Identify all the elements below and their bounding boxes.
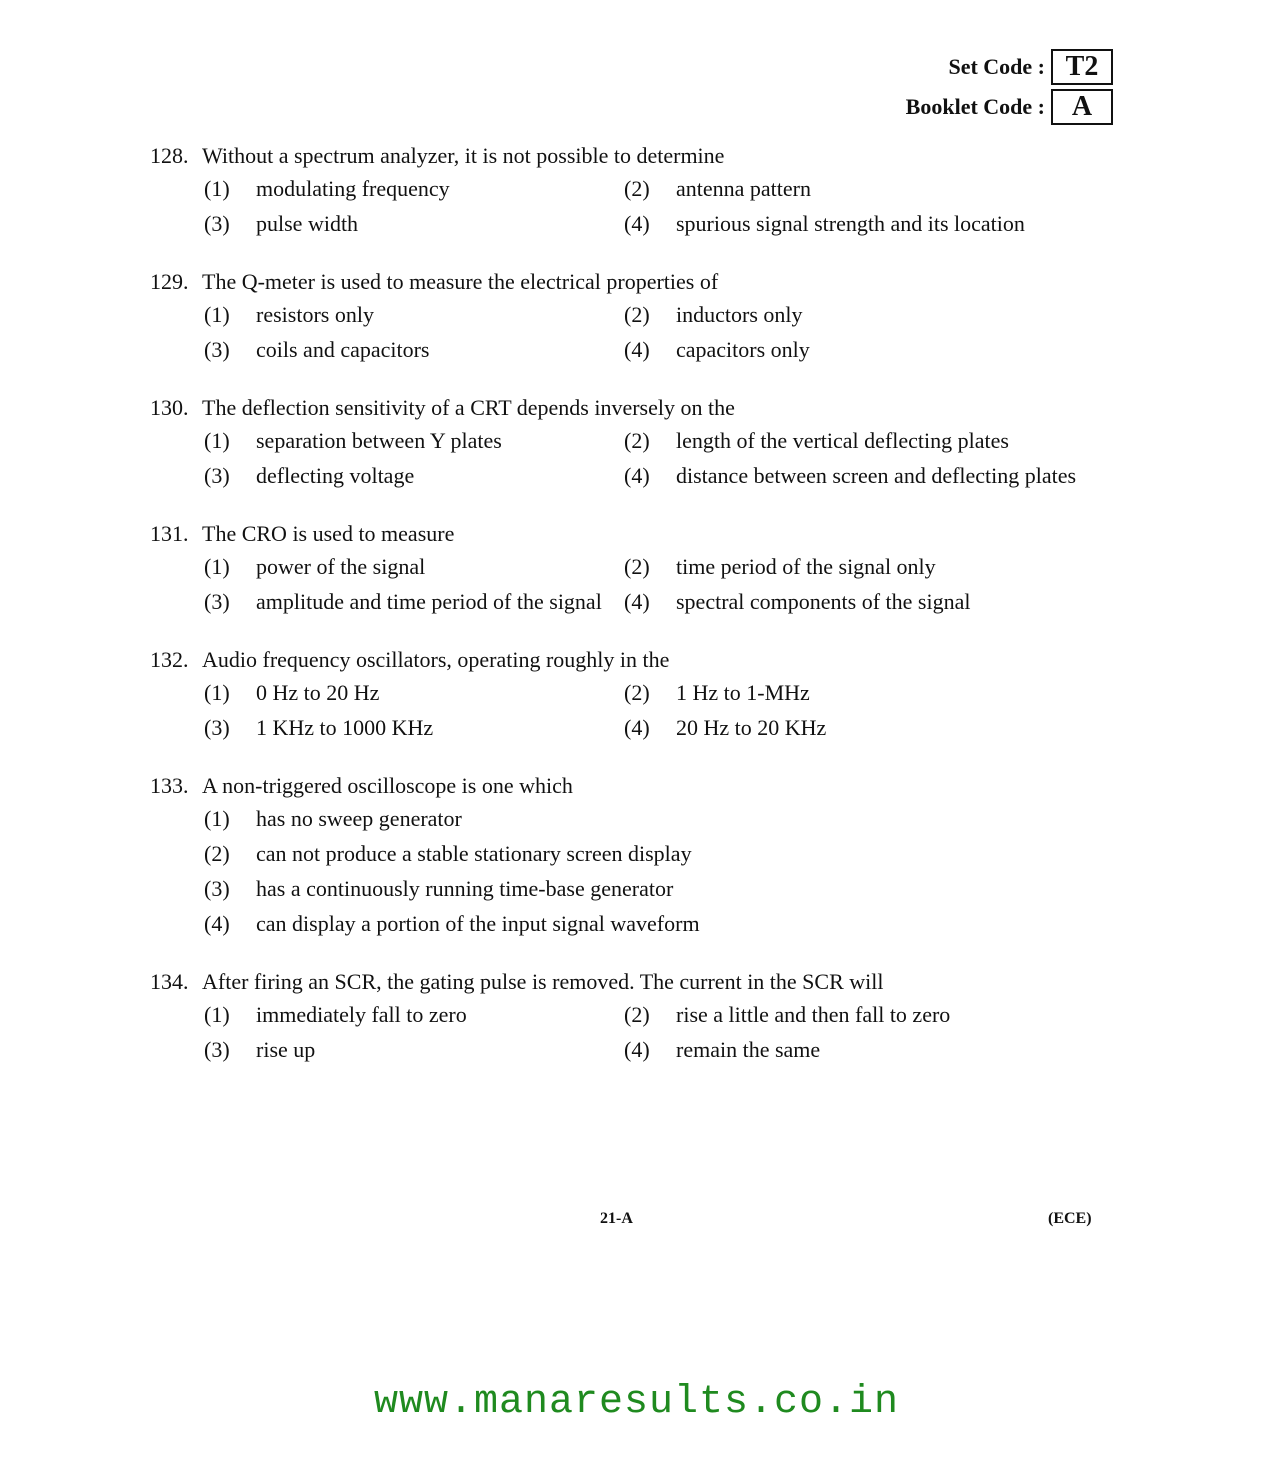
option-number: (4) bbox=[624, 463, 650, 488]
option-text: deflecting voltage bbox=[256, 463, 415, 488]
option-number: (3) bbox=[204, 337, 230, 362]
question-stem bbox=[150, 966, 1130, 998]
option-number: (2) bbox=[204, 841, 230, 866]
option-number: (3) bbox=[204, 211, 230, 236]
option-text: time period of the signal only bbox=[676, 554, 936, 579]
question-stem bbox=[150, 644, 1130, 676]
option-2 bbox=[204, 837, 1130, 870]
option-4 bbox=[624, 333, 1130, 366]
option-text: can not produce a stable stationary screen display bbox=[256, 841, 692, 866]
option-2 bbox=[624, 298, 1130, 331]
set-code-label: Set Code : bbox=[948, 54, 1045, 79]
option-number: (1) bbox=[204, 428, 230, 453]
option-1 bbox=[204, 424, 624, 457]
option-text: has a continuously running time-base generator bbox=[256, 876, 674, 901]
option-text: coils and capacitors bbox=[256, 337, 430, 362]
option-number: (2) bbox=[624, 176, 650, 201]
option-number: (4) bbox=[624, 715, 650, 740]
option-number: (3) bbox=[204, 715, 230, 740]
option-list bbox=[204, 676, 1130, 744]
option-text: 0 Hz to 20 Hz bbox=[256, 680, 380, 705]
question-text: The deflection sensitivity of a CRT depends inversely on the bbox=[202, 395, 735, 420]
option-text: spectral components of the signal bbox=[676, 589, 971, 614]
booklet-code-label: Booklet Code : bbox=[905, 94, 1045, 119]
booklet-code-row bbox=[813, 88, 1113, 126]
option-2 bbox=[624, 998, 1130, 1031]
option-2 bbox=[624, 550, 1130, 583]
option-number: (1) bbox=[204, 554, 230, 579]
option-3 bbox=[204, 711, 624, 744]
option-text: 20 Hz to 20 KHz bbox=[676, 715, 827, 740]
option-number: (1) bbox=[204, 680, 230, 705]
set-code-value: T2 bbox=[1051, 49, 1113, 85]
option-list bbox=[204, 424, 1130, 492]
option-3 bbox=[204, 333, 624, 366]
option-number: (3) bbox=[204, 876, 230, 901]
option-list bbox=[204, 802, 1130, 940]
set-code-row bbox=[813, 48, 1113, 86]
option-text: resistors only bbox=[256, 302, 374, 327]
option-text: power of the signal bbox=[256, 554, 426, 579]
option-list bbox=[204, 172, 1130, 240]
question-text: After firing an SCR, the gating pulse is removed. The current in the SCR will bbox=[202, 969, 884, 994]
option-number: (4) bbox=[624, 1037, 650, 1062]
question-text: Without a spectrum analyzer, it is not possible to determine bbox=[202, 143, 725, 168]
question-list bbox=[150, 140, 1130, 1092]
question-132 bbox=[150, 644, 1130, 744]
option-number: (1) bbox=[204, 806, 230, 831]
question-text: Audio frequency oscillators, operating roughly in the bbox=[202, 647, 670, 672]
option-number: (2) bbox=[624, 302, 650, 327]
option-4 bbox=[204, 907, 1130, 940]
option-text: can display a portion of the input signal waveform bbox=[256, 911, 700, 936]
option-4 bbox=[624, 711, 1130, 744]
option-text: rise up bbox=[256, 1037, 316, 1062]
option-4 bbox=[624, 1033, 1130, 1066]
option-2 bbox=[624, 172, 1130, 205]
option-number: (1) bbox=[204, 1002, 230, 1027]
option-number: (3) bbox=[204, 463, 230, 488]
question-134 bbox=[150, 966, 1130, 1066]
option-list bbox=[204, 550, 1130, 618]
question-number: 132. bbox=[150, 647, 189, 672]
option-number: (1) bbox=[204, 302, 230, 327]
option-text: amplitude and time period of the signal bbox=[256, 589, 602, 614]
question-stem bbox=[150, 140, 1130, 172]
option-text: remain the same bbox=[676, 1037, 821, 1062]
question-number: 133. bbox=[150, 773, 189, 798]
option-number: (4) bbox=[624, 337, 650, 362]
option-list bbox=[204, 998, 1130, 1066]
option-text: spurious signal strength and its location bbox=[676, 211, 1025, 236]
question-stem bbox=[150, 392, 1130, 424]
option-3 bbox=[204, 207, 624, 240]
option-number: (4) bbox=[624, 211, 650, 236]
option-text: inductors only bbox=[676, 302, 803, 327]
option-4 bbox=[624, 207, 1130, 240]
question-129 bbox=[150, 266, 1130, 366]
option-text: length of the vertical deflecting plates bbox=[676, 428, 1009, 453]
option-3 bbox=[204, 585, 624, 618]
option-3 bbox=[204, 872, 1130, 905]
option-2 bbox=[624, 424, 1130, 457]
option-1 bbox=[204, 998, 624, 1031]
option-number: (3) bbox=[204, 1037, 230, 1062]
question-133 bbox=[150, 770, 1130, 940]
option-4 bbox=[624, 585, 1130, 618]
question-number: 134. bbox=[150, 969, 189, 994]
page-number: 21-A bbox=[600, 1210, 633, 1227]
question-number: 128. bbox=[150, 143, 189, 168]
option-number: (3) bbox=[204, 589, 230, 614]
question-131 bbox=[150, 518, 1130, 618]
code-block bbox=[813, 48, 1113, 128]
option-3 bbox=[204, 1033, 624, 1066]
option-number: (1) bbox=[204, 176, 230, 201]
option-text: has no sweep generator bbox=[256, 806, 462, 831]
question-number: 129. bbox=[150, 269, 189, 294]
question-130 bbox=[150, 392, 1130, 492]
option-text: 1 KHz to 1000 KHz bbox=[256, 715, 434, 740]
branch-code: (ECE) bbox=[1048, 1210, 1092, 1227]
option-4 bbox=[624, 459, 1130, 492]
option-1 bbox=[204, 550, 624, 583]
option-text: modulating frequency bbox=[256, 176, 450, 201]
option-text: pulse width bbox=[256, 211, 359, 236]
question-text: The Q-meter is used to measure the electrical properties of bbox=[202, 269, 719, 294]
option-1 bbox=[204, 172, 624, 205]
option-2 bbox=[624, 676, 1130, 709]
option-number: (2) bbox=[624, 554, 650, 579]
option-1 bbox=[204, 676, 624, 709]
option-text: separation between Y plates bbox=[256, 428, 502, 453]
watermark-url: www.manaresults.co.in bbox=[373, 1380, 900, 1425]
option-text: distance between screen and deflecting plates bbox=[676, 463, 1077, 488]
option-number: (4) bbox=[624, 589, 650, 614]
question-128 bbox=[150, 140, 1130, 240]
option-1 bbox=[204, 298, 624, 331]
question-stem bbox=[150, 770, 1130, 802]
option-list bbox=[204, 298, 1130, 366]
question-text: The CRO is used to measure bbox=[202, 521, 455, 546]
option-text: capacitors only bbox=[676, 337, 810, 362]
option-text: 1 Hz to 1-MHz bbox=[676, 680, 810, 705]
option-1 bbox=[204, 802, 1130, 835]
option-text: rise a little and then fall to zero bbox=[676, 1002, 951, 1027]
option-3 bbox=[204, 459, 624, 492]
question-number: 130. bbox=[150, 395, 189, 420]
booklet-code-value: A bbox=[1051, 89, 1113, 125]
option-text: immediately fall to zero bbox=[256, 1002, 467, 1027]
option-number: (2) bbox=[624, 680, 650, 705]
option-number: (2) bbox=[624, 1002, 650, 1027]
question-number: 131. bbox=[150, 521, 189, 546]
question-stem bbox=[150, 266, 1130, 298]
question-stem bbox=[150, 518, 1130, 550]
option-number: (4) bbox=[204, 911, 230, 936]
option-text: antenna pattern bbox=[676, 176, 811, 201]
option-number: (2) bbox=[624, 428, 650, 453]
question-text: A non-triggered oscilloscope is one which bbox=[202, 773, 573, 798]
